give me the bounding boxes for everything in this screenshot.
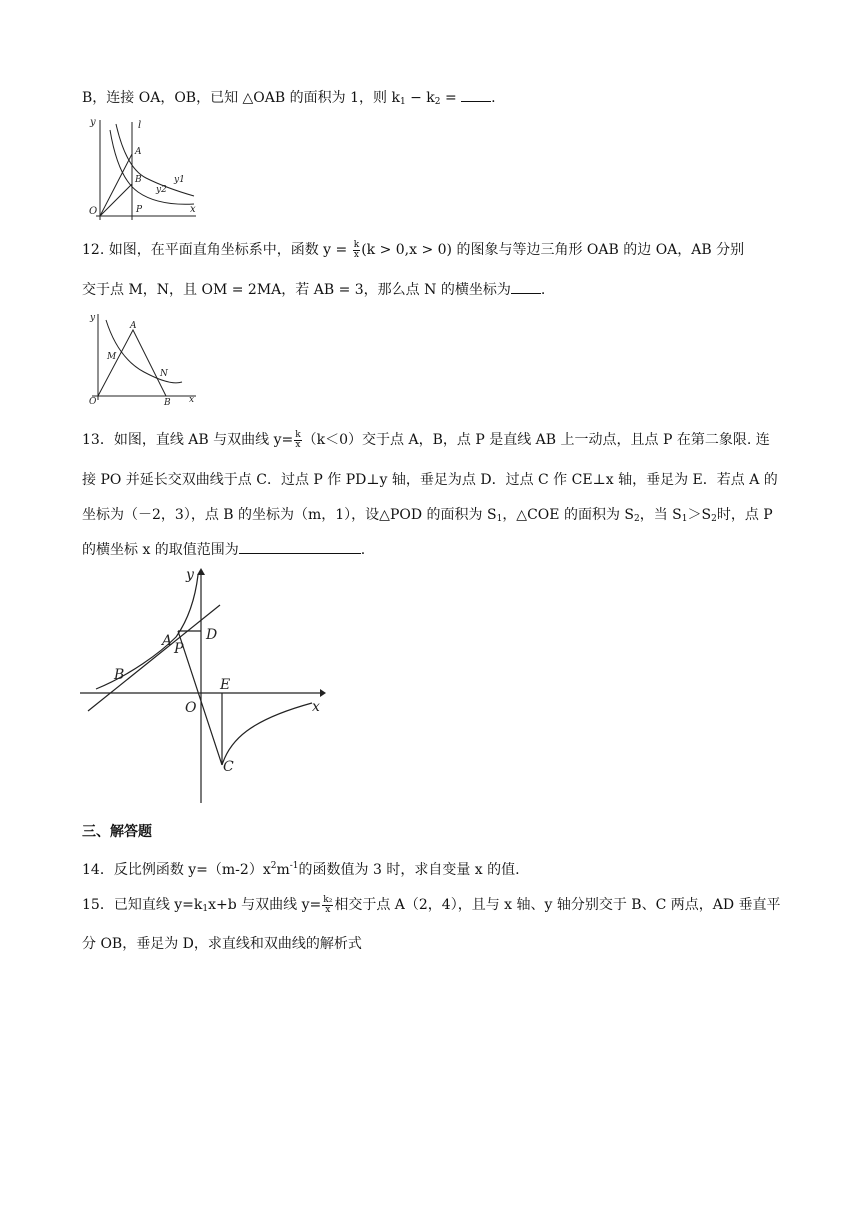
- q12-end: .: [540, 282, 546, 298]
- q15-line1: [82, 895, 781, 919]
- figure-12: [88, 310, 200, 410]
- fig11-label-O: O: [89, 206, 98, 217]
- q14-text-c: 的函数值为 3 时，求自变量 x 的值.: [298, 862, 520, 878]
- fig12-label-M: M: [107, 352, 117, 362]
- q13-sub-s2a: 2: [633, 514, 640, 524]
- q12-line1: [82, 240, 744, 260]
- q14-sup1: 2: [270, 861, 277, 871]
- q11-minus: − k: [405, 90, 435, 106]
- q12-line2: [82, 280, 545, 300]
- fig12-label-y: y: [90, 313, 96, 323]
- fig13-segment-PC: [178, 631, 222, 765]
- q13-line1: [82, 430, 770, 450]
- fig11-label-l: l: [138, 120, 142, 131]
- fig13-label-A: A: [162, 633, 173, 649]
- q12-fraction: [353, 241, 360, 260]
- fig12-label-B: B: [164, 398, 171, 408]
- q15-text-b: x+b 与双曲线 y=: [208, 897, 322, 913]
- fig12-label-x: x: [189, 395, 195, 405]
- q15-sub1: 1: [202, 904, 209, 914]
- q12-text-c: 交于点 M，N，且 OM = 2MA，若 AB = 3，那么点 N 的横坐标为: [82, 282, 511, 298]
- q14-text-a: 14．反比例函数 y=（m-2）x: [82, 862, 271, 878]
- q13-answer-blank[interactable]: [239, 553, 361, 554]
- q13-text-e: ，△COE 的面积为 S: [502, 507, 634, 523]
- fig13-hyperbola-left: [96, 575, 198, 689]
- fig11-label-y2: y2: [156, 185, 167, 195]
- q11-sub1: 1: [399, 97, 406, 107]
- q11-answer-blank[interactable]: [461, 101, 491, 102]
- q11-sub2: 2: [434, 97, 441, 107]
- q13-text-i: 的横坐标 x 的取值范围为: [82, 542, 239, 558]
- q12-text-a: 12. 如图，在平面直角坐标系中，函数 y =: [82, 242, 352, 258]
- q12-frac-den: x: [353, 249, 359, 260]
- q13-text-c: 接 PO 并延长交双曲线于点 C．过点 P 作 PD⊥y 轴，垂足为点 D．过点 C 作 CE⊥x 轴，垂足为 E．若点 A 的: [82, 472, 778, 488]
- q15-text-d: 分 OB，垂足为 D，求直线和双曲线的解析式: [82, 936, 362, 952]
- q13-text-h: 时，点 P: [716, 507, 773, 523]
- q13-text-d: 坐标为（－2，3），点 B 的坐标为（m，1），设△POD 的面积为 S: [82, 507, 497, 523]
- fig11-segment-OA: [100, 154, 132, 216]
- q12-answer-blank[interactable]: [511, 293, 541, 294]
- fig12-label-N: N: [160, 369, 168, 379]
- section-heading: 三、解答题: [82, 824, 152, 840]
- q15-line2: [82, 934, 362, 954]
- q15-text-a: 15．已知直线 y=k: [82, 897, 203, 913]
- fig12-label-O: O: [89, 397, 97, 407]
- fig13-label-E: E: [220, 677, 231, 693]
- q13-end: .: [360, 542, 366, 558]
- fig11-curve-y1: [116, 124, 194, 196]
- fig13-label-y: y: [186, 567, 194, 583]
- fig13-label-P: P: [174, 641, 184, 657]
- fig13-label-B: B: [114, 667, 125, 683]
- fig13-hyperbola-right: [222, 703, 312, 765]
- q11-text-a: B，连接 OA，OB，已知 △OAB 的面积为 1，则 k: [82, 90, 400, 106]
- q11-end: .: [491, 90, 496, 106]
- q13-line3: [82, 505, 773, 529]
- q13-text-f: ，当 S: [639, 507, 682, 523]
- q15-frac-den: x: [325, 904, 331, 915]
- fig11-label-y1: y1: [174, 175, 185, 185]
- figure-11: [86, 116, 201, 228]
- fig11-label-B: B: [135, 175, 142, 185]
- fig13-x-arrow: [320, 689, 326, 697]
- q15-fraction: [322, 896, 333, 915]
- q13-text-b: （k＜0）交于点 A，B，点 P 是直线 AB 上一动点，且点 P 在第二象限. 连: [302, 432, 770, 448]
- q13-line4: [82, 540, 365, 560]
- fig11-segment-OB: [100, 184, 132, 216]
- q14-sup2: -1: [289, 861, 299, 871]
- fig13-line-AB: [88, 605, 220, 711]
- q14-text-b: m: [276, 862, 290, 878]
- q11-eq: =: [440, 90, 462, 106]
- q13-line2: [82, 470, 778, 490]
- q12-frac-num: k: [353, 239, 360, 250]
- q13-frac-den: x: [295, 439, 301, 450]
- q14-text: [82, 856, 520, 880]
- fig11-label-x: x: [190, 204, 196, 215]
- q13-text-a: 13．如图，直线 AB 与双曲线 y=: [82, 432, 294, 448]
- q13-text-g: ＞S: [687, 507, 712, 523]
- fig12-label-A: A: [130, 321, 137, 331]
- fig13-y-arrow: [197, 568, 205, 575]
- fig11-label-y: y: [90, 117, 96, 128]
- q11-text: [82, 88, 496, 112]
- q13-sub-s2b: 2: [711, 514, 717, 524]
- fig13-label-x: x: [312, 699, 320, 715]
- fig13-label-C: C: [223, 759, 234, 775]
- fig13-label-O: O: [185, 700, 197, 716]
- q13-sub-s1a: 1: [496, 514, 503, 524]
- q15-text-c: 相交于点 A（2，4），且与 x 轴、y 轴分别交于 B、C 两点，AD 垂直平: [334, 897, 781, 913]
- q13-frac-num: k: [295, 429, 301, 440]
- fig13-label-D: D: [206, 627, 218, 643]
- q15-frac-num: k₂: [323, 894, 333, 905]
- fig11-label-P: P: [136, 205, 143, 215]
- q13-fraction: [294, 431, 301, 450]
- figure-13: [80, 565, 340, 805]
- q12-text-b: (k > 0,x > 0) 的图象与等边三角形 OAB 的边 OA，AB 分别: [361, 242, 745, 258]
- q13-sub-s1b: 1: [681, 514, 688, 524]
- fig11-label-A: A: [135, 147, 142, 157]
